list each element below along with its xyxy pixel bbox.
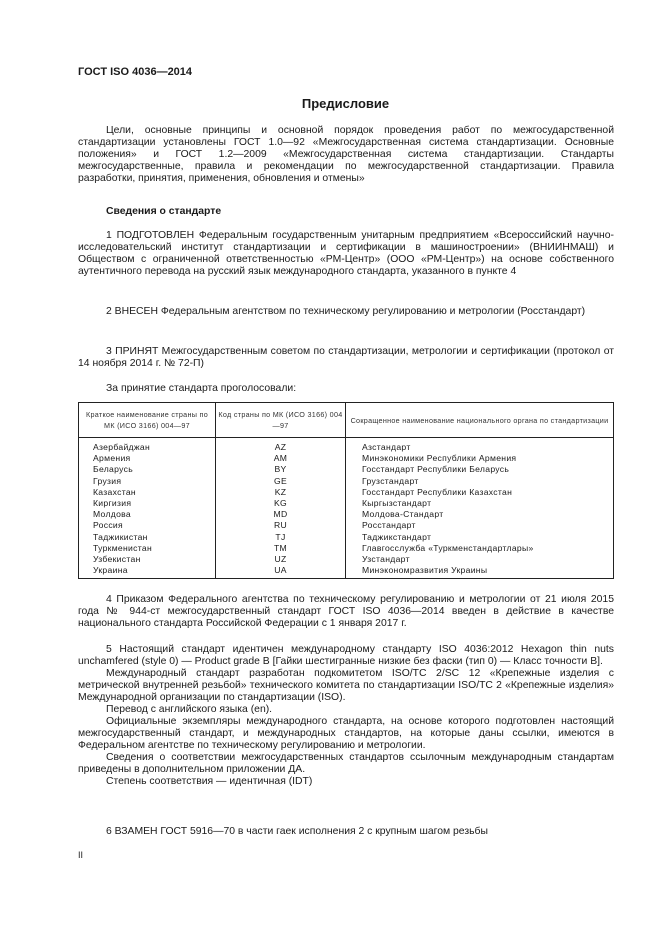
cell-code: MD <box>216 509 346 520</box>
cell-body: Азстандарт <box>346 438 614 454</box>
page-number: II <box>78 850 84 860</box>
cell-country: Казахстан <box>79 487 216 498</box>
cell-country: Туркменистан <box>79 543 216 554</box>
item-5-text: 5 Настоящий стандарт идентичен международному стандарту ISO 4036:2012 Hexagon thin nuts unchamfered (style 0) — Product grade B [Гайки шестигранные низкие без фаски (тип 0) — Класс точности B]. <box>78 644 614 667</box>
cell-body: Росстандарт <box>346 520 614 531</box>
item-5-degree: Степень соответствия — идентичная (IDT) <box>106 776 313 787</box>
cell-code: BY <box>216 464 346 475</box>
table-row <box>79 532 614 543</box>
item-2-text: 2 ВНЕСЕН Федеральным агентством по техническому регулированию и метрологии (Росстандарт) <box>106 306 586 317</box>
cell-body: Минэкономики Республики Армения <box>346 453 614 464</box>
item-1 <box>78 230 614 278</box>
item-3 <box>78 346 614 370</box>
item-5 <box>78 644 614 788</box>
header-code: Код страны по МК (ИСО 3166) 004—97 <box>216 403 346 438</box>
voting-table <box>78 402 614 579</box>
cell-code: RU <box>216 520 346 531</box>
table-row <box>79 487 614 498</box>
cell-code: KZ <box>216 487 346 498</box>
cell-body: Таджикстандарт <box>346 532 614 543</box>
item-5-translation: Перевод с английского языка (en). <box>106 704 273 715</box>
cell-country: Узбекистан <box>79 554 216 565</box>
item-5-committee: Международный стандарт разработан подкомитетом ISO/TC 2/SC 12 «Крепежные изделия с метрической внутренней резьбой» технического комитета по стандартизации ISO/TC 2 «Крепежные изделия» Международной организации по стандартизации (ISO). <box>78 668 614 703</box>
cell-code: UA <box>216 565 346 579</box>
cell-country: Грузия <box>79 476 216 487</box>
intro-paragraph <box>78 125 614 185</box>
table-row <box>79 554 614 565</box>
cell-body: Молдова-Стандарт <box>346 509 614 520</box>
cell-code: AM <box>216 453 346 464</box>
cell-body: Госстандарт Республики Казахстан <box>346 487 614 498</box>
table-row <box>79 498 614 509</box>
table-row <box>79 453 614 464</box>
cell-code: TM <box>216 543 346 554</box>
cell-body: Главгосслужба «Туркменстандартлары» <box>346 543 614 554</box>
cell-body: Госстандарт Республики Беларусь <box>346 464 614 475</box>
table-row <box>79 520 614 531</box>
cell-body: Узстандарт <box>346 554 614 565</box>
cell-code: UZ <box>216 554 346 565</box>
table-row <box>79 565 614 579</box>
cell-country: Россия <box>79 520 216 531</box>
cell-country: Таджикистан <box>79 532 216 543</box>
item-3-text: 3 ПРИНЯТ Межгосударственным советом по стандартизации, метрологии и сертификации (протокол от 14 ноября 2014 г. № 72-П) <box>78 346 614 369</box>
item-2 <box>78 306 614 318</box>
intro-text: Цели, основные принципы и основной порядок проведения работ по межгосударственной стандартизации установлены ГОСТ 1.0—92 «Межгосударственная система стандартизации. Основные положения» и ГОСТ 1.2—2009 «Межгосударственная система стандартизации. Стандарты межгосударственные, правила и рекомендации по межгосударственной стандартизации. Правила разработки, принятия, применения, обновления и отмены» <box>78 125 614 184</box>
voted-label <box>78 383 614 395</box>
cell-body: Кыргызстандарт <box>346 498 614 509</box>
table-row <box>79 438 614 454</box>
item-1-text: 1 ПОДГОТОВЛЕН Федеральным государственным унитарным предприятием «Всероссийский научно-исследовательский институт стандартизации и сертификации в машиностроении» (ВНИИНМАШ) и Обществом с ограниченной ответственностью «РМ-Центр» (ООО «РМ-Центр») на основе собственного аутентичного перевода на русский язык международного стандарта, указанного в пункте 4 <box>78 230 614 277</box>
item-5-correspondence: Сведения о соответствии межгосударственных стандартов ссылочным международным стандартам приведены в дополнительном приложении ДА. <box>78 752 614 775</box>
cell-code: AZ <box>216 438 346 454</box>
item-4 <box>78 594 614 630</box>
table-row <box>79 543 614 554</box>
item-5-official-copies: Официальные экземпляры международного стандарта, на основе которого подготовлен настоящий межгосударственный стандарт, и международных стандартов, на которые даны ссылки, имеются в Федеральном агентстве по техническому регулированию и метрологии. <box>78 716 614 751</box>
cell-code: GE <box>216 476 346 487</box>
cell-country: Украина <box>79 565 216 579</box>
table-header-row <box>79 403 614 438</box>
header-country: Краткое наименование страны по МК (ИСО 3166) 004—97 <box>79 403 216 438</box>
item-6 <box>78 826 614 838</box>
cell-code: TJ <box>216 532 346 543</box>
table-row <box>79 476 614 487</box>
document-header: ГОСТ ISO 4036—2014 <box>78 66 193 78</box>
voted-text: За принятие стандарта проголосовали: <box>106 383 297 394</box>
cell-country: Азербайджан <box>79 438 216 454</box>
item-4-text: 4 Приказом Федерального агентства по техническому регулированию и метрологии от 21 июля 2015 года № 944-ст межгосударственный стандарт ГОСТ ISO 4036—2014 введен в действие в качестве национального стандарта Российской Федерации с 1 января 2017 г. <box>78 594 614 629</box>
cell-country: Беларусь <box>79 464 216 475</box>
section-title: Сведения о стандарте <box>106 206 222 217</box>
table-row <box>79 464 614 475</box>
cell-country: Армения <box>79 453 216 464</box>
header-body: Сокращенное наименование национального органа по стандартизации <box>346 403 614 438</box>
cell-body: Минэкономразвития Украины <box>346 565 614 579</box>
table-row <box>79 509 614 520</box>
item-6-text: 6 ВЗАМЕН ГОСТ 5916—70 в части гаек исполнения 2 с крупным шагом резьбы <box>106 826 488 837</box>
cell-country: Киргизия <box>79 498 216 509</box>
page-title: Предисловие <box>301 96 390 111</box>
cell-code: KG <box>216 498 346 509</box>
cell-body: Грузстандарт <box>346 476 614 487</box>
cell-country: Молдова <box>79 509 216 520</box>
